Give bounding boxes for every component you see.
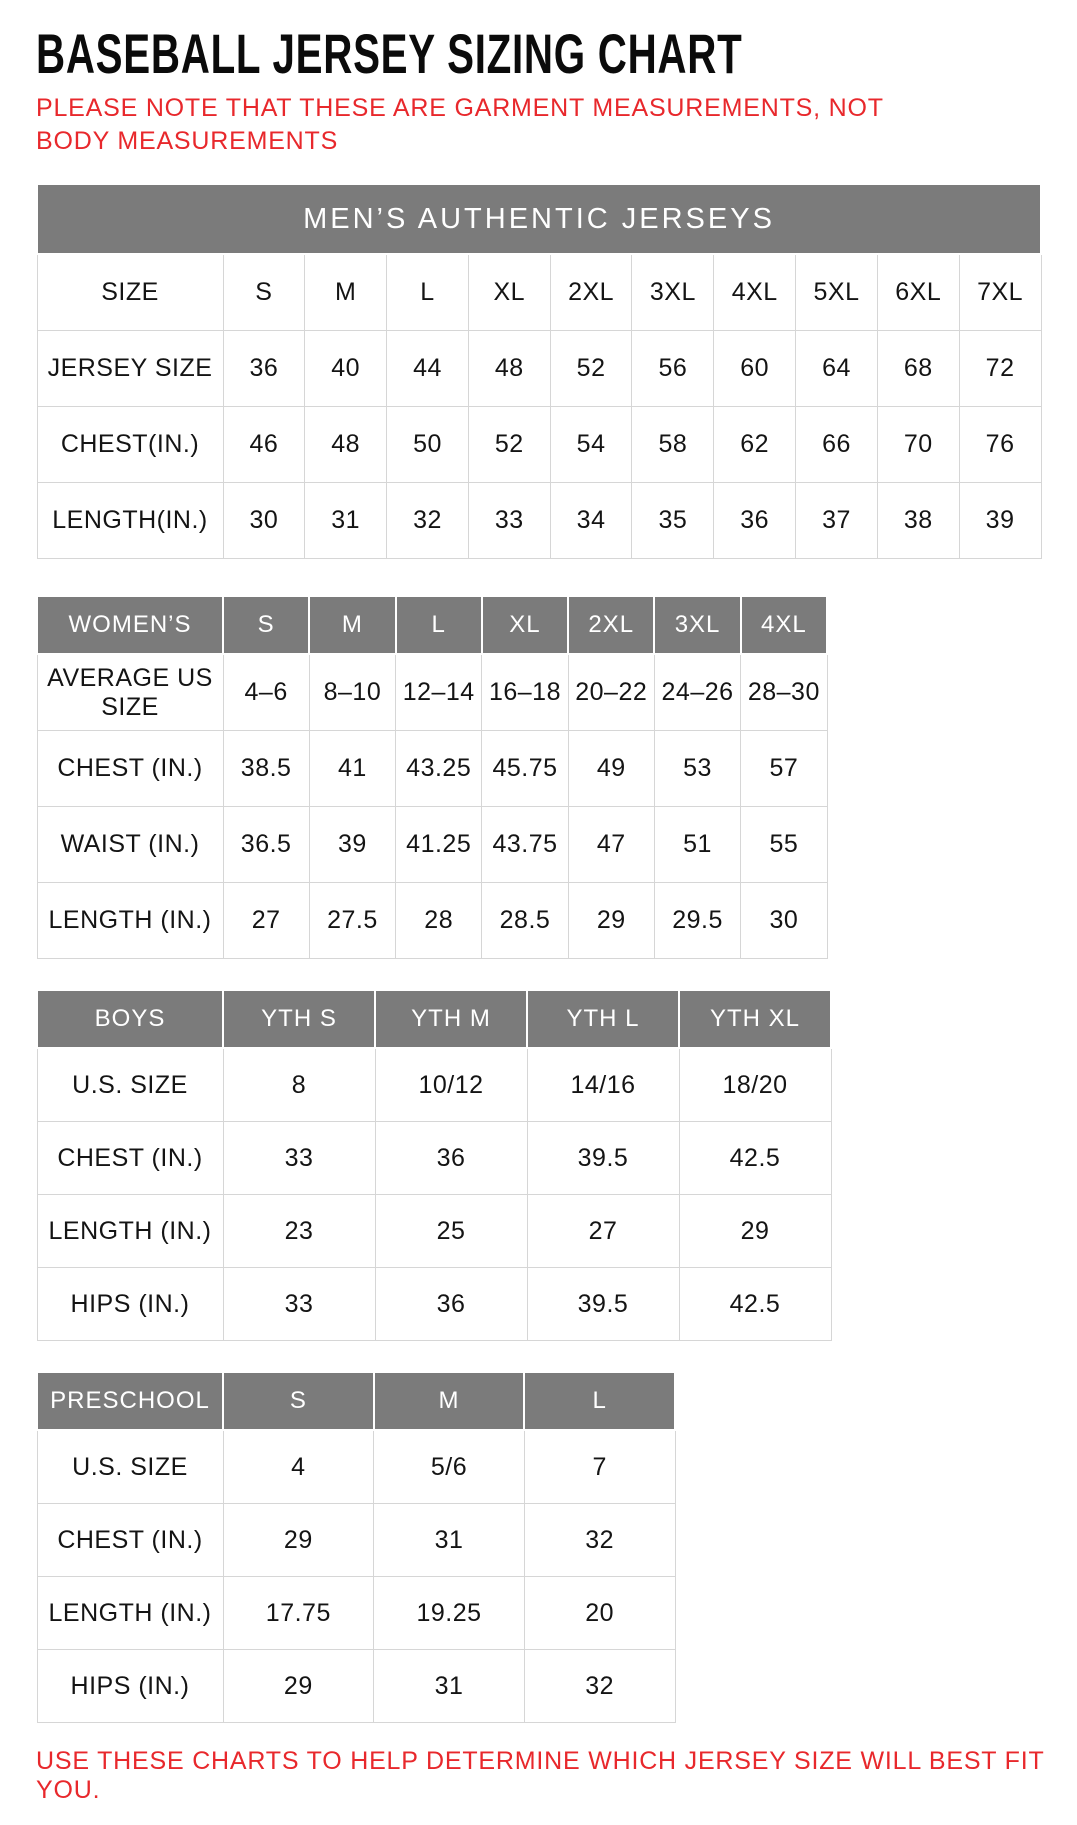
table-row bbox=[37, 483, 1041, 559]
table-row bbox=[37, 1268, 831, 1341]
column-header: YTH XL bbox=[679, 990, 831, 1048]
cell: 48 bbox=[305, 407, 387, 483]
cell: 10/12 bbox=[375, 1048, 527, 1122]
cell: 43.25 bbox=[396, 731, 482, 807]
row-label: SIZE bbox=[37, 254, 223, 331]
cell: 55 bbox=[741, 807, 827, 883]
column-header: S bbox=[223, 1372, 374, 1430]
cell: 57 bbox=[741, 731, 827, 807]
cell: 4XL bbox=[714, 254, 796, 331]
cell: 70 bbox=[877, 407, 959, 483]
cell: 43.75 bbox=[482, 807, 568, 883]
table-banner-row bbox=[37, 184, 1041, 254]
cell: 62 bbox=[714, 407, 796, 483]
row-label: LENGTH(IN.) bbox=[37, 483, 223, 559]
cell: 56 bbox=[632, 331, 714, 407]
cell: 37 bbox=[796, 483, 878, 559]
row-label: HIPS (IN.) bbox=[37, 1650, 223, 1723]
row-label: U.S. SIZE bbox=[37, 1048, 223, 1122]
row-label: CHEST(IN.) bbox=[37, 407, 223, 483]
cell: 52 bbox=[468, 407, 550, 483]
cell: 31 bbox=[374, 1650, 525, 1723]
cell: 60 bbox=[714, 331, 796, 407]
column-header: 4XL bbox=[741, 596, 827, 654]
page-title-text: BASEBALL JERSEY SIZING CHART bbox=[36, 22, 743, 85]
table-header-row bbox=[37, 1372, 675, 1430]
cell: 42.5 bbox=[679, 1122, 831, 1195]
cell: 28 bbox=[396, 883, 482, 959]
cell: 39 bbox=[959, 483, 1041, 559]
cell: 32 bbox=[387, 483, 469, 559]
cell: M bbox=[305, 254, 387, 331]
table-row bbox=[37, 883, 827, 959]
table-row bbox=[37, 807, 827, 883]
table-row bbox=[37, 1577, 675, 1650]
cell: 53 bbox=[654, 731, 740, 807]
cell: 36 bbox=[714, 483, 796, 559]
row-label: HIPS (IN.) bbox=[37, 1268, 223, 1341]
cell: 23 bbox=[223, 1195, 375, 1268]
cell: 5XL bbox=[796, 254, 878, 331]
column-header: XL bbox=[482, 596, 568, 654]
cell: 46 bbox=[223, 407, 305, 483]
cell: 31 bbox=[374, 1504, 525, 1577]
cell: 68 bbox=[877, 331, 959, 407]
cell: 12–14 bbox=[396, 654, 482, 731]
cell: 34 bbox=[550, 483, 632, 559]
mens-sizing-table bbox=[36, 183, 1042, 559]
cell: 38 bbox=[877, 483, 959, 559]
cell: 27 bbox=[223, 883, 309, 959]
column-header: L bbox=[524, 1372, 675, 1430]
table-row bbox=[37, 1504, 675, 1577]
cell: 49 bbox=[568, 731, 654, 807]
column-header: YTH M bbox=[375, 990, 527, 1048]
cell: 44 bbox=[387, 331, 469, 407]
column-header: YTH S bbox=[223, 990, 375, 1048]
row-label: LENGTH (IN.) bbox=[37, 1195, 223, 1268]
table-corner-header: WOMEN’S bbox=[37, 596, 223, 654]
cell: 19.25 bbox=[374, 1577, 525, 1650]
cell: 33 bbox=[223, 1268, 375, 1341]
row-label: AVERAGE US SIZE bbox=[37, 654, 223, 731]
table-row bbox=[37, 407, 1041, 483]
column-header: 3XL bbox=[654, 596, 740, 654]
table-corner-header: BOYS bbox=[37, 990, 223, 1048]
cell: 28–30 bbox=[741, 654, 827, 731]
table-banner: MEN’S AUTHENTIC JERSEYS bbox=[37, 184, 1041, 254]
cell: 8 bbox=[223, 1048, 375, 1122]
cell: 20–22 bbox=[568, 654, 654, 731]
cell: 47 bbox=[568, 807, 654, 883]
cell: 32 bbox=[524, 1504, 675, 1577]
row-label: CHEST (IN.) bbox=[37, 1504, 223, 1577]
table-row bbox=[37, 1195, 831, 1268]
table-row bbox=[37, 654, 827, 731]
cell: 64 bbox=[796, 331, 878, 407]
cell: 40 bbox=[305, 331, 387, 407]
cell: 20 bbox=[524, 1577, 675, 1650]
cell: 48 bbox=[468, 331, 550, 407]
table-row bbox=[37, 254, 1041, 331]
cell: 38.5 bbox=[223, 731, 309, 807]
column-header: M bbox=[309, 596, 395, 654]
cell: 36 bbox=[223, 331, 305, 407]
cell: 39 bbox=[309, 807, 395, 883]
table-corner-header: PRESCHOOL bbox=[37, 1372, 223, 1430]
cell: 24–26 bbox=[654, 654, 740, 731]
cell: 52 bbox=[550, 331, 632, 407]
cell: 30 bbox=[741, 883, 827, 959]
cell: 17.75 bbox=[223, 1577, 374, 1650]
row-label: JERSEY SIZE bbox=[37, 331, 223, 407]
cell: 51 bbox=[654, 807, 740, 883]
cell: L bbox=[387, 254, 469, 331]
cell: 7 bbox=[524, 1430, 675, 1504]
cell: 5/6 bbox=[374, 1430, 525, 1504]
cell: 28.5 bbox=[482, 883, 568, 959]
cell: 18/20 bbox=[679, 1048, 831, 1122]
cell: 41 bbox=[309, 731, 395, 807]
row-label: LENGTH (IN.) bbox=[37, 1577, 223, 1650]
cell: 32 bbox=[524, 1650, 675, 1723]
row-label: U.S. SIZE bbox=[37, 1430, 223, 1504]
column-header: YTH L bbox=[527, 990, 679, 1048]
cell: 4–6 bbox=[223, 654, 309, 731]
page-title bbox=[36, 22, 1077, 85]
table-row bbox=[37, 331, 1041, 407]
womens-sizing-table bbox=[36, 595, 828, 959]
cell: 66 bbox=[796, 407, 878, 483]
row-label: CHEST (IN.) bbox=[37, 731, 223, 807]
cell: 2XL bbox=[550, 254, 632, 331]
cell: 29.5 bbox=[654, 883, 740, 959]
row-label: WAIST (IN.) bbox=[37, 807, 223, 883]
cell: 27.5 bbox=[309, 883, 395, 959]
boys-sizing-table bbox=[36, 989, 832, 1341]
column-header: S bbox=[223, 596, 309, 654]
cell: 31 bbox=[305, 483, 387, 559]
cell: XL bbox=[468, 254, 550, 331]
cell: 29 bbox=[568, 883, 654, 959]
cell: 27 bbox=[527, 1195, 679, 1268]
table-row bbox=[37, 1430, 675, 1504]
cell: 42.5 bbox=[679, 1268, 831, 1341]
table-header-row bbox=[37, 596, 827, 654]
cell: 36.5 bbox=[223, 807, 309, 883]
table-row bbox=[37, 1048, 831, 1122]
cell: 33 bbox=[468, 483, 550, 559]
cell: S bbox=[223, 254, 305, 331]
column-header: M bbox=[374, 1372, 525, 1430]
cell: 36 bbox=[375, 1122, 527, 1195]
row-label: LENGTH (IN.) bbox=[37, 883, 223, 959]
cell: 29 bbox=[223, 1504, 374, 1577]
cell: 36 bbox=[375, 1268, 527, 1341]
cell: 39.5 bbox=[527, 1268, 679, 1341]
cell: 35 bbox=[632, 483, 714, 559]
cell: 8–10 bbox=[309, 654, 395, 731]
cell: 58 bbox=[632, 407, 714, 483]
cell: 41.25 bbox=[396, 807, 482, 883]
column-header: 2XL bbox=[568, 596, 654, 654]
cell: 6XL bbox=[877, 254, 959, 331]
table-header-row bbox=[37, 990, 831, 1048]
preschool-sizing-table bbox=[36, 1371, 676, 1723]
measurement-note: PLEASE NOTE THAT THESE ARE GARMENT MEASUREMENTS, NOT BODY MEASUREMENTS bbox=[36, 94, 884, 155]
table-row bbox=[37, 1122, 831, 1195]
cell: 7XL bbox=[959, 254, 1041, 331]
cell: 54 bbox=[550, 407, 632, 483]
cell: 25 bbox=[375, 1195, 527, 1268]
cell: 4 bbox=[223, 1430, 374, 1504]
cell: 50 bbox=[387, 407, 469, 483]
cell: 76 bbox=[959, 407, 1041, 483]
cell: 14/16 bbox=[527, 1048, 679, 1122]
cell: 72 bbox=[959, 331, 1041, 407]
cell: 16–18 bbox=[482, 654, 568, 731]
column-header: L bbox=[396, 596, 482, 654]
footer-note: USE THESE CHARTS TO HELP DETERMINE WHICH JERSEY SIZE WILL BEST FIT YOU. bbox=[36, 1747, 1045, 1804]
table-row bbox=[37, 1650, 675, 1723]
cell: 29 bbox=[679, 1195, 831, 1268]
cell: 29 bbox=[223, 1650, 374, 1723]
row-label: CHEST (IN.) bbox=[37, 1122, 223, 1195]
cell: 45.75 bbox=[482, 731, 568, 807]
cell: 39.5 bbox=[527, 1122, 679, 1195]
cell: 30 bbox=[223, 483, 305, 559]
table-row bbox=[37, 731, 827, 807]
cell: 3XL bbox=[632, 254, 714, 331]
cell: 33 bbox=[223, 1122, 375, 1195]
